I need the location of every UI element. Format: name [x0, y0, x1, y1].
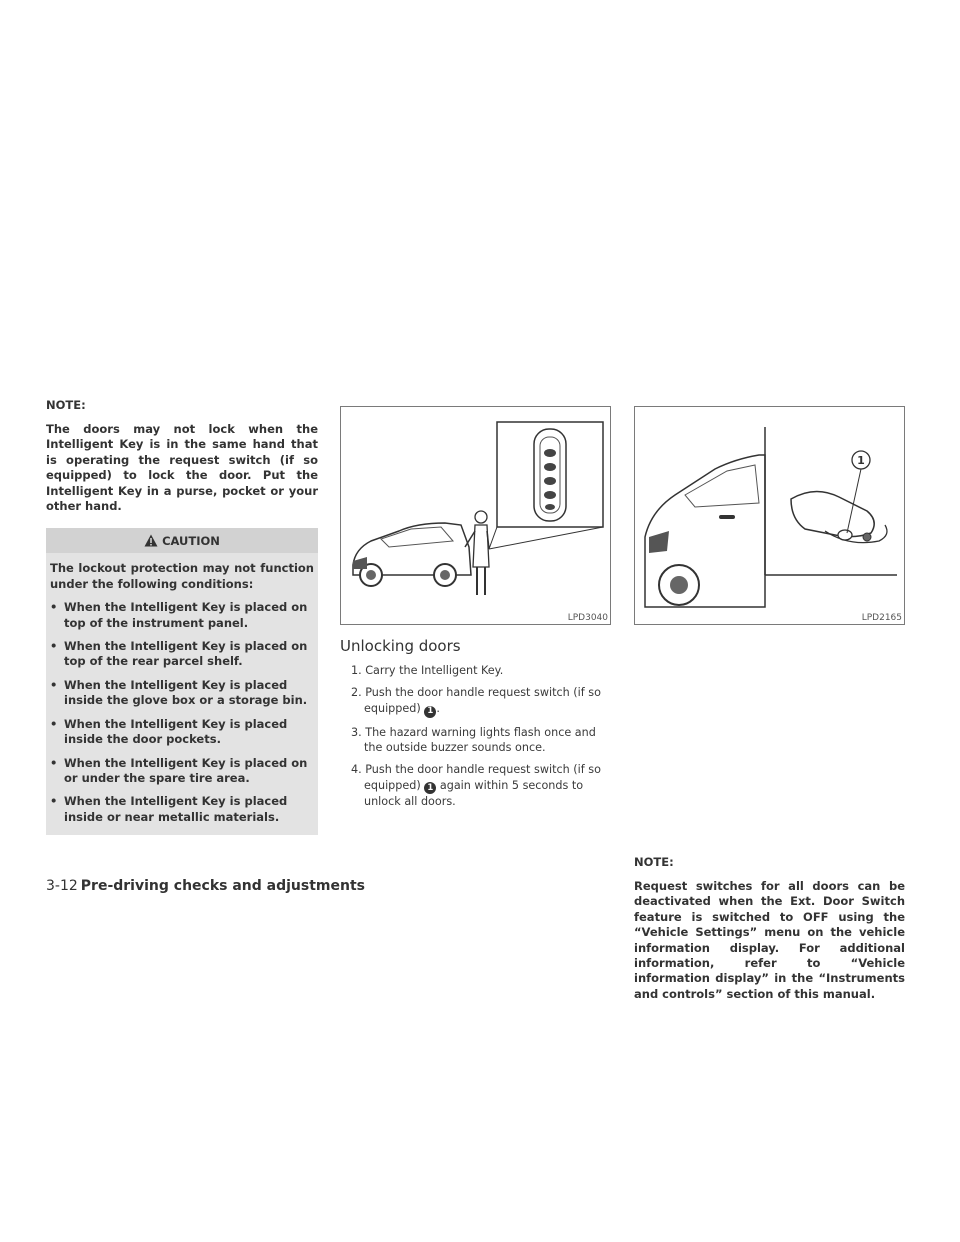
step-item: [340, 725, 611, 756]
step-number: 2.: [351, 686, 362, 700]
door-handle-illustration: [635, 407, 904, 624]
car-and-key-illustration: [341, 407, 610, 624]
caution-item: • When the Intelligent Key is placed on top of the instrument panel.: [50, 600, 314, 631]
section-title: Unlocking doors: [340, 637, 461, 655]
step-text: Carry the Intelligent Key.: [365, 664, 504, 677]
step-item: [340, 685, 611, 717]
caution-item: • When the Intelligent Key is placed inside the door pockets.: [50, 717, 314, 748]
figure-intelligent-key-illustration: [340, 406, 611, 625]
figure-door-handle-illustration: [634, 406, 905, 625]
step-text-tail: again within 5 seconds to unlock all doors.: [364, 778, 584, 809]
step-item: [340, 663, 611, 678]
caution-item: • When the Intelligent Key is placed on or under the spare tire area.: [50, 756, 314, 787]
step-text-tail: .: [436, 701, 440, 715]
step-text: Push the door handle request switch (if so equipped): [364, 763, 601, 792]
page-number: 3-12: [46, 878, 78, 894]
page-footer: [46, 878, 365, 894]
caution-list: [46, 600, 318, 825]
step-text: Push the door handle request switch (if so equipped): [364, 686, 601, 715]
caution-header: [46, 528, 318, 553]
note-label: NOTE:: [634, 855, 674, 869]
column-middle: [340, 398, 611, 817]
caution-item: • When the Intelligent Key is placed inside the glove box or a storage bin.: [50, 678, 314, 709]
warning-triangle-icon: [144, 534, 158, 547]
figure-code: LPD3040: [567, 613, 608, 623]
callout-marker: 1: [424, 706, 436, 718]
column-right: [634, 398, 905, 1002]
step-item: [340, 762, 611, 810]
figure-callout: 1: [857, 454, 865, 467]
note-label: NOTE:: [46, 398, 86, 412]
caution-item: • When the Intelligent Key is placed inside or near metallic materials.: [50, 794, 314, 825]
step-text: The hazard warning lights flash once and the outside buzzer sounds once.: [364, 725, 596, 754]
caution-box: [46, 528, 318, 835]
callout-marker: 1: [424, 782, 436, 794]
caution-intro: The lockout protection may not function under the following conditions:: [50, 561, 314, 591]
note-text: Request switches for all doors can be deactivated when the Ext. Door Switch feature is switched to OFF using the “Vehicle Settings” menu on the vehicle information display. For additional information, refer to “Vehicle information display” in the “Instruments and controls” section of this manual.: [634, 879, 905, 1001]
footer-section-title: Pre-driving checks and adjustments: [80, 878, 365, 894]
step-number: 3.: [351, 725, 362, 739]
note-text: The doors may not lock when the Intelligent Key is in the same hand that is operating the request switch (if so equipped) to lock the door. Put the Intelligent Key in a purse, pocket or your other hand.: [46, 422, 318, 514]
caution-item: • When the Intelligent Key is placed on top of the rear parcel shelf.: [50, 639, 314, 670]
column-left: [46, 398, 318, 835]
step-number: 4.: [351, 763, 362, 777]
step-number: 1.: [351, 664, 362, 677]
caution-label: CAUTION: [162, 533, 220, 548]
figure-code: LPD2165: [861, 613, 902, 623]
unlock-steps: [340, 663, 611, 810]
